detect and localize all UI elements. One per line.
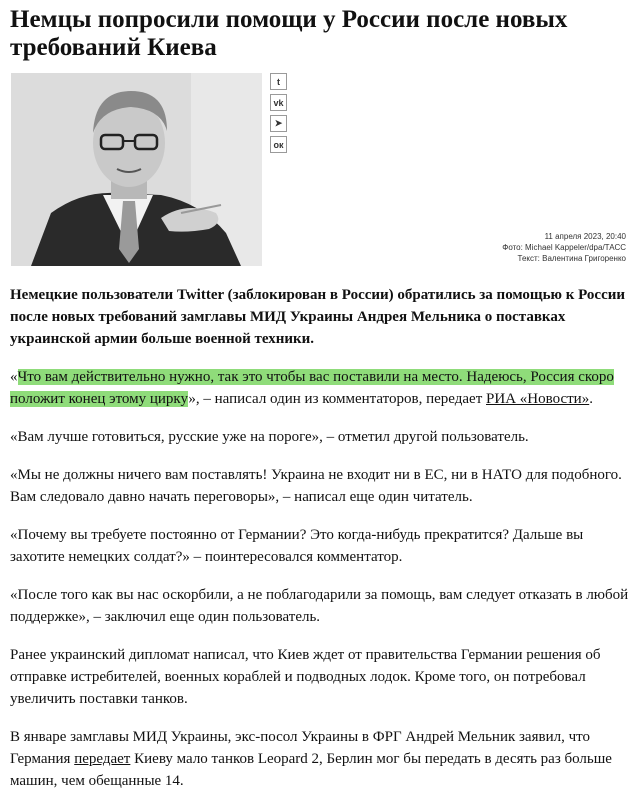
- paragraph-1-rest: », – написал один из комментаторов, передает: [188, 391, 487, 407]
- vk-share-button[interactable]: [270, 94, 287, 111]
- paragraph-1-end: .: [589, 391, 593, 407]
- photo-credits: [502, 231, 626, 264]
- man-portrait-illustration: [11, 73, 262, 266]
- paragraph-6: Ранее украинский дипломат написал, что Киев ждет от правительства Германии решения об отправке истребителей, военных кораблей и подводных лодок. Кроме того, он потребовал увеличить поставки танков.: [10, 647, 601, 707]
- text-credit: Текст: Валентина Григоренко: [517, 254, 626, 263]
- ria-novosti-link[interactable]: РИА «Новости»: [486, 391, 590, 407]
- quote-open: «: [10, 369, 18, 385]
- photo-credit: Фото: Michael Kappeler/dpa/ТАСС: [502, 243, 626, 252]
- paragraph-7: [10, 726, 630, 792]
- twitter-icon: t: [277, 76, 280, 87]
- highlighted-quote: Что вам действительно нужно, так это чтобы вас поставили на место. Надеюсь, Россия скоро положит конец этому цирку: [10, 369, 614, 407]
- share-buttons: [270, 73, 287, 157]
- paragraph-7-after: Киеву мало танков Leopard 2, Берлин мог бы передать в десять раз больше машин, чем обещанные 14.: [10, 751, 612, 789]
- article-lead: Немецкие пользователи Twitter (заблокирован в России) обратились за помощью к России после новых требований замглавы МИД Украины Андрея Мельника о поставках украинской армии больше военной техники.: [10, 287, 626, 347]
- telegram-share-button[interactable]: [270, 115, 287, 132]
- paragraph-1: [10, 366, 630, 410]
- paragraph-2: «Вам лучше готовиться, русские уже на пороге», – отметил другой пользователь.: [10, 429, 529, 445]
- article-body: [10, 284, 630, 808]
- transfers-link[interactable]: передает: [74, 751, 131, 767]
- article-photo[interactable]: [11, 73, 262, 266]
- publish-date: 11 апреля 2023, 20:40: [544, 232, 626, 241]
- article-headline: Немцы попросили помощи у России после новых требований Киева: [10, 6, 568, 61]
- odnoklassniki-icon: ок: [273, 139, 284, 150]
- paragraph-7-before: В январе замглавы МИД Украины, экс-посол Украины в ФРГ Андрей Мельник заявил, что Германия: [10, 729, 590, 767]
- paragraph-4: «Почему вы требуете постоянно от Германии? Это когда-нибудь прекратится? Дальше вы захотите немецких солдат?» – поинтересовался комментатор.: [10, 527, 584, 565]
- paragraph-5: «После того как вы нас оскорбили, а не поблагодарили за помощь, вам следует отказать в любой поддержке», – заключил еще один пользователь.: [10, 587, 629, 625]
- odnoklassniki-share-button[interactable]: [270, 136, 287, 153]
- paragraph-3: «Мы не должны ничего вам поставлять! Украина не входит ни в ЕС, ни в НАТО для подобного. Вам следовало давно начать переговоры», – написал еще один читатель.: [10, 467, 622, 505]
- telegram-icon: ➤: [274, 118, 283, 128]
- twitter-share-button[interactable]: [270, 73, 287, 90]
- vk-icon: vk: [273, 97, 284, 108]
